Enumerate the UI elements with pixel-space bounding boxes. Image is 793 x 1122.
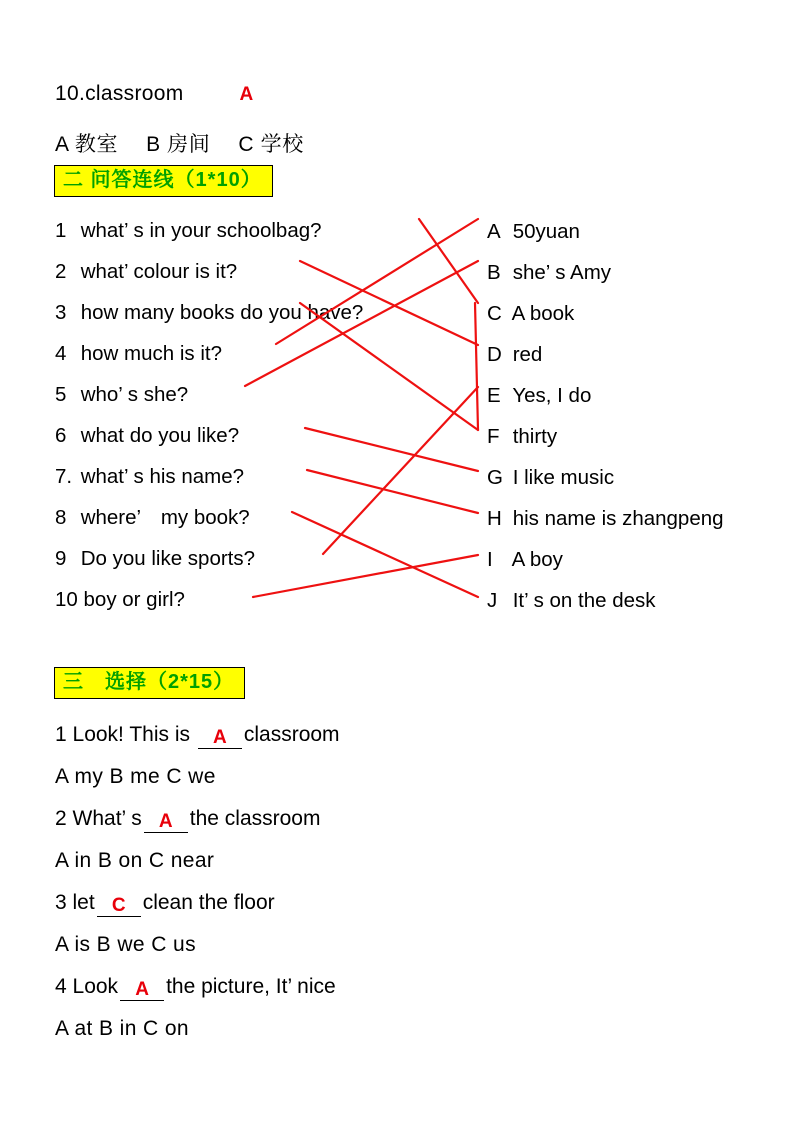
question-options[interactable]: A my B me C we	[55, 765, 216, 788]
item-letter: H	[487, 507, 502, 530]
item-text: she’ s Amy	[512, 261, 612, 284]
section-3-heading: 三 选择（2*15）	[54, 667, 245, 699]
section-3-questions	[55, 714, 340, 1050]
answer-blank[interactable]: A	[120, 980, 164, 1001]
question-stem: 4 Look	[55, 975, 119, 998]
question-row	[55, 966, 340, 1008]
item-letter: J	[487, 589, 498, 612]
item-text: what’ colour is it?	[80, 260, 238, 283]
match-line-1-c	[419, 219, 478, 303]
item-text: I like music	[512, 466, 615, 489]
item-letter: B	[487, 261, 501, 284]
list-item[interactable]	[55, 333, 363, 374]
question-options[interactable]: A is B we C us	[55, 933, 196, 956]
answer-blank[interactable]: A	[144, 812, 188, 833]
item-number: 6	[55, 424, 67, 447]
item-text: how much is it?	[80, 342, 222, 365]
item-number: 3	[55, 301, 67, 324]
item-text: It’ s on the desk	[512, 589, 656, 612]
list-item[interactable]	[487, 457, 724, 498]
list-item[interactable]	[55, 210, 363, 251]
question-row	[55, 798, 340, 840]
question-stem-tail: classroom	[243, 723, 340, 746]
list-item[interactable]	[487, 539, 724, 580]
item-text: A book	[511, 302, 575, 325]
list-item[interactable]	[487, 211, 724, 252]
question-10-stem: 10.classroom	[55, 82, 184, 105]
list-item[interactable]	[487, 293, 724, 334]
question-row	[55, 882, 340, 924]
list-item[interactable]	[55, 374, 363, 415]
item-text: his name is zhangpeng	[512, 507, 724, 530]
list-item[interactable]	[487, 334, 724, 375]
item-letter: D	[487, 343, 502, 366]
question-row	[55, 714, 340, 756]
item-text: what’ s his name?	[80, 465, 245, 488]
list-item[interactable]	[487, 498, 724, 539]
item-number: 4	[55, 342, 67, 365]
item-text: where’ my book?	[80, 506, 250, 529]
item-text: what’ s in your schoolbag?	[80, 219, 322, 242]
list-item[interactable]	[487, 580, 724, 621]
question-options[interactable]: A in B on C near	[55, 849, 215, 872]
question-stem-tail: clean the floor	[142, 891, 275, 914]
item-letter: G	[487, 466, 503, 489]
item-text: what do you like?	[80, 424, 240, 447]
question-10-stem-row	[55, 82, 254, 106]
list-item[interactable]	[487, 375, 724, 416]
item-text: how many books do you have?	[80, 301, 364, 324]
item-number: 7.	[55, 465, 73, 488]
question-stem: 2 What’ s	[55, 807, 142, 830]
matching-right-column	[487, 211, 724, 621]
question-stem-tail: the classroom	[189, 807, 321, 830]
item-text: 50yuan	[512, 220, 580, 243]
item-text: boy or girl?	[83, 588, 185, 611]
list-item[interactable]	[55, 251, 363, 292]
item-number: 2	[55, 260, 67, 283]
match-line-3-f	[475, 303, 478, 430]
item-text: Do you like sports?	[80, 547, 256, 570]
item-text: thirty	[512, 425, 558, 448]
item-letter: A	[487, 220, 501, 243]
list-item[interactable]	[55, 497, 363, 538]
item-letter: F	[487, 425, 500, 448]
list-item[interactable]	[55, 538, 363, 579]
item-text: red	[512, 343, 543, 366]
question-stem-tail: the picture, It’ nice	[166, 975, 336, 998]
list-item[interactable]	[487, 252, 724, 293]
item-letter: C	[487, 302, 502, 325]
item-text: who’ s she?	[80, 383, 189, 406]
item-number: 10	[55, 588, 78, 611]
item-letter: E	[487, 384, 501, 407]
item-number: 9	[55, 547, 67, 570]
list-item[interactable]	[55, 415, 363, 456]
section-2-heading: 二 问答连线（1*10）	[54, 165, 273, 197]
item-letter: I	[487, 548, 493, 571]
question-options[interactable]: A at B in C on	[55, 1017, 190, 1040]
answer-blank[interactable]: A	[198, 728, 242, 749]
list-item[interactable]	[487, 416, 724, 457]
question-10-options: A 教室 B 房间 C 学校	[55, 133, 304, 156]
question-10-answer: A	[239, 84, 254, 105]
question-stem: 3 let	[55, 891, 95, 914]
list-item[interactable]	[55, 292, 363, 333]
item-text: A boy	[511, 548, 563, 571]
question-stem: 1 Look! This is	[55, 723, 196, 746]
item-number: 8	[55, 506, 67, 529]
item-number: 5	[55, 383, 67, 406]
list-item[interactable]	[55, 579, 363, 620]
list-item[interactable]	[55, 456, 363, 497]
matching-left-column	[55, 210, 363, 620]
answer-blank[interactable]: C	[97, 896, 141, 917]
item-text: Yes, I do	[512, 384, 592, 407]
item-number: 1	[55, 219, 67, 242]
